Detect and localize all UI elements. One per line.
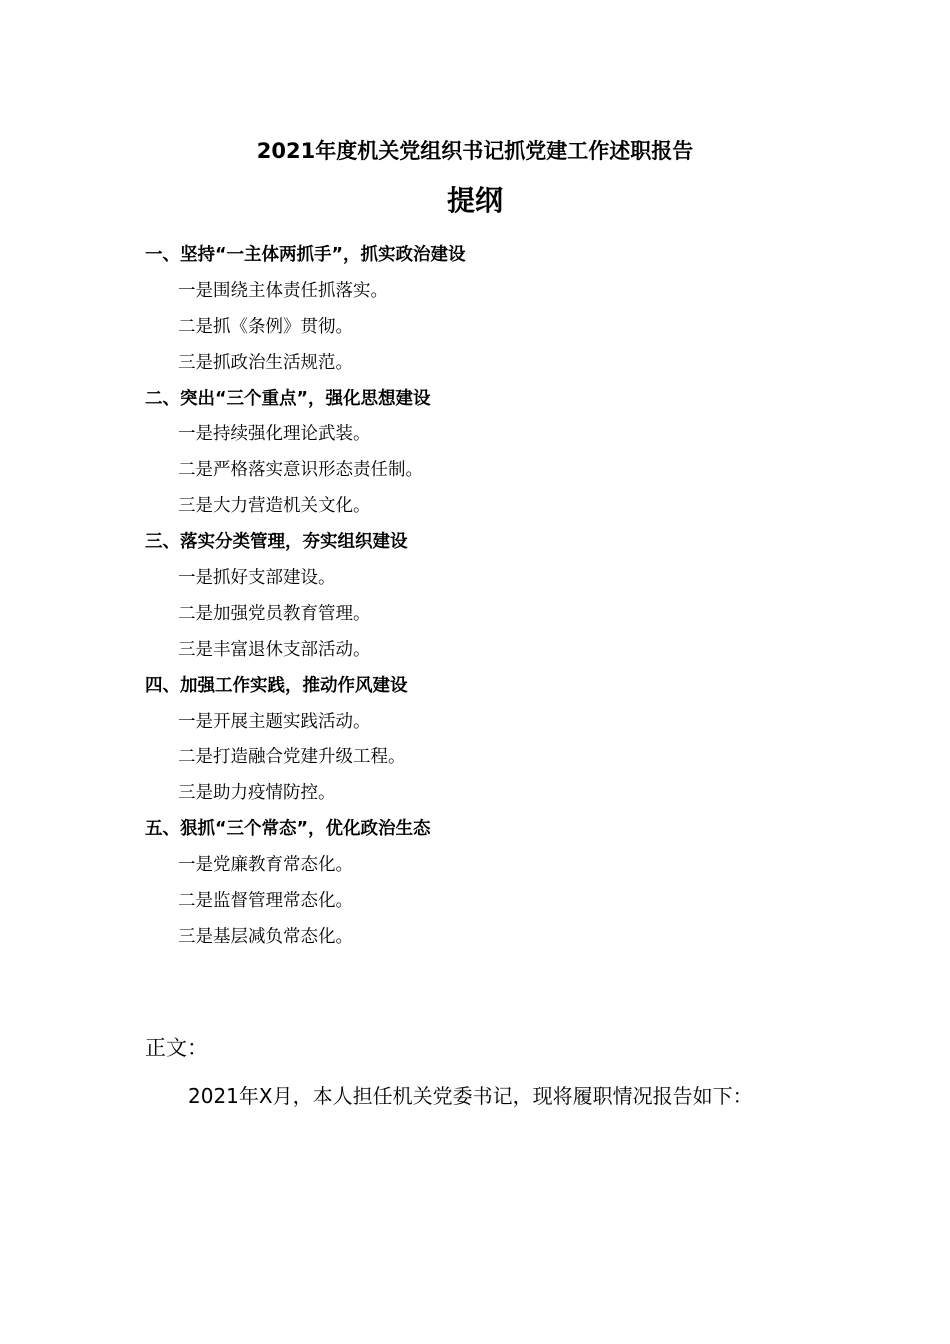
outline-list	[145, 238, 845, 956]
section-point: 三是丰富退休支部活动。	[178, 639, 371, 660]
document-title: 2021年度机关党组织书记抓党建工作述职报告	[256, 139, 694, 163]
section-heading: 一、坚持“一主体两抓手”，抓实政治建设	[145, 245, 466, 265]
section-point: 三是基层减负常态化。	[178, 926, 353, 947]
section-point: 一是围绕主体责任抓落实。	[178, 280, 388, 301]
section-point: 二是抓《条例》贯彻。	[178, 316, 353, 337]
section-heading: 二、突出“三个重点”，强化思想建设	[145, 388, 431, 409]
section-point: 一是抓好支部建设。	[178, 568, 336, 589]
section-heading: 三、落实分类管理，夯实组织建设	[145, 532, 408, 553]
outline-heading: 提纲	[446, 184, 503, 217]
section-heading: 五、狠抓“三个常态”，优化政治生态	[145, 819, 431, 840]
section-point: 二是打造融合党建升级工程。	[178, 747, 406, 768]
section-point: 三是大力营造机关文化。	[178, 496, 371, 517]
section-point: 三是抓政治生活规范。	[178, 352, 353, 373]
section-point: 二是监督管理常态化。	[178, 891, 353, 912]
section-point: 三是助力疫情防控。	[178, 783, 336, 804]
body-paragraph: 2021年X月，本人担任机关党委书记，现将履职情况报告如下：	[188, 1084, 753, 1108]
section-point: 一是党廉教育常态化。	[178, 855, 353, 876]
section-point: 二是严格落实意识形态责任制。	[178, 460, 423, 481]
section-point: 二是加强党员教育管理。	[178, 603, 371, 624]
body-label: 正文：	[145, 1036, 208, 1060]
section-point: 一是开展主题实践活动。	[178, 711, 371, 732]
section-heading: 四、加强工作实践，推动作风建设	[145, 675, 408, 696]
section-point: 一是持续强化理论武装。	[178, 424, 371, 445]
